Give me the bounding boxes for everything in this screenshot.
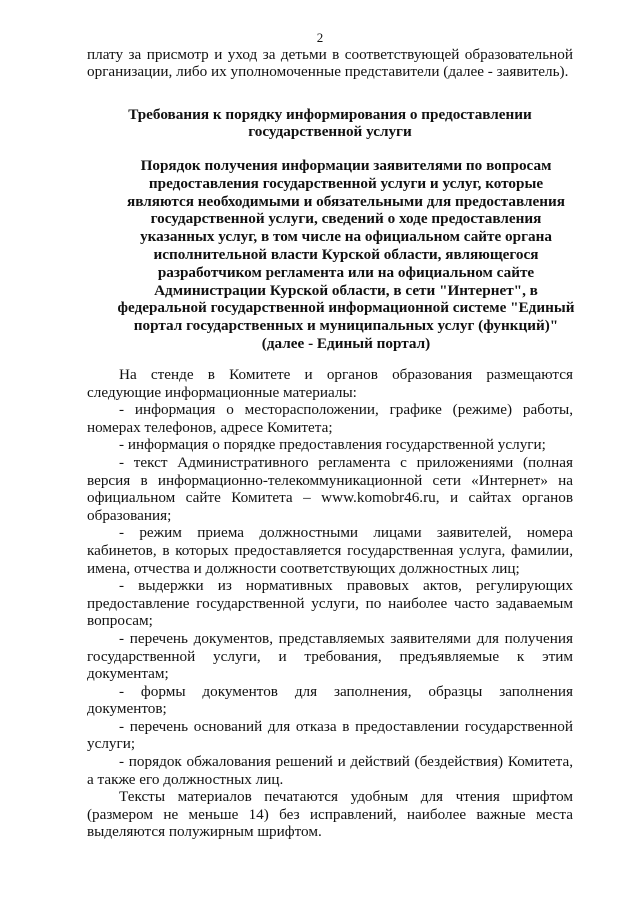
body-text xyxy=(87,366,573,841)
body-paragraph: - текст Административного регламента с приложениями (полная версия в информационно-телекоммуникационной сети «Интернет» на официальном сайте Комитета – www.komobr46.ru, и сайтах органов образования; xyxy=(87,453,573,524)
section-heading xyxy=(87,106,573,141)
intro-text: плату за присмотр и уход за детьми в соответствующей образовательной организации, либо их уполномоченные представители (далее - заявитель). xyxy=(87,46,573,81)
body-paragraph: Тексты материалов печатаются удобным для чтения шрифтом (размером не меньше 14) без исправлений, наиболее важные места выделяются полужирным шрифтом. xyxy=(87,788,573,841)
page-number: 2 xyxy=(316,30,324,45)
body-paragraph: На стенде в Комитете и органов образования размещаются следующие информационные материалы: xyxy=(87,366,573,401)
intro-paragraph xyxy=(87,46,573,81)
body-paragraph: - информация о порядке предоставления государственной услуги; xyxy=(119,436,546,454)
body-paragraph: - информация о месторасположении, графике (режиме) работы, номерах телефонов, адресе Комитета; xyxy=(87,401,573,436)
body-paragraph: - формы документов для заполнения, образцы заполнения документов; xyxy=(87,682,573,718)
body-paragraph: - перечень документов, представляемых заявителями для получения государственной услуги, и требования, предъявляемые к этим документам; xyxy=(87,629,573,683)
subsection-heading xyxy=(82,157,578,353)
body-paragraph: - режим приема должностными лицами заявителей, номера кабинетов, в которых предоставляется государственная услуга, фамилии, имена, отчества и должности соответствующих должностных лиц; xyxy=(87,524,573,577)
subsection-heading-text: Порядок получения информации заявителями по вопросам предоставления государственной услуги и услуг, которые являются необходимыми и обязательными для предоставления государственной услуги, сведений о ходе предоставления указанных услуг, в том числе на официальном сайте органа исполнительной власти Курской области, являющегося разработчиком регламента или на официальном сайте Администрации Курской области, в сети "Интернет", в федеральной государственной информационной системе "Единый портал государственных и муниципальных услуг (функций)" (далее - Единый портал) xyxy=(117,157,575,352)
section-heading-text: Требования к порядку информирования о предоставлении государственной услуги xyxy=(128,106,532,141)
body-paragraph: - порядок обжалования решений и действий (бездействия) Комитета, а также его должностных лиц. xyxy=(87,753,573,788)
body-paragraph: - перечень оснований для отказа в предоставлении государственной услуги; xyxy=(87,717,573,753)
body-paragraph: - выдержки из нормативных правовых актов, регулирующих предоставление государственной услуги, по наиболее часто задаваемым вопросам; xyxy=(87,577,573,630)
